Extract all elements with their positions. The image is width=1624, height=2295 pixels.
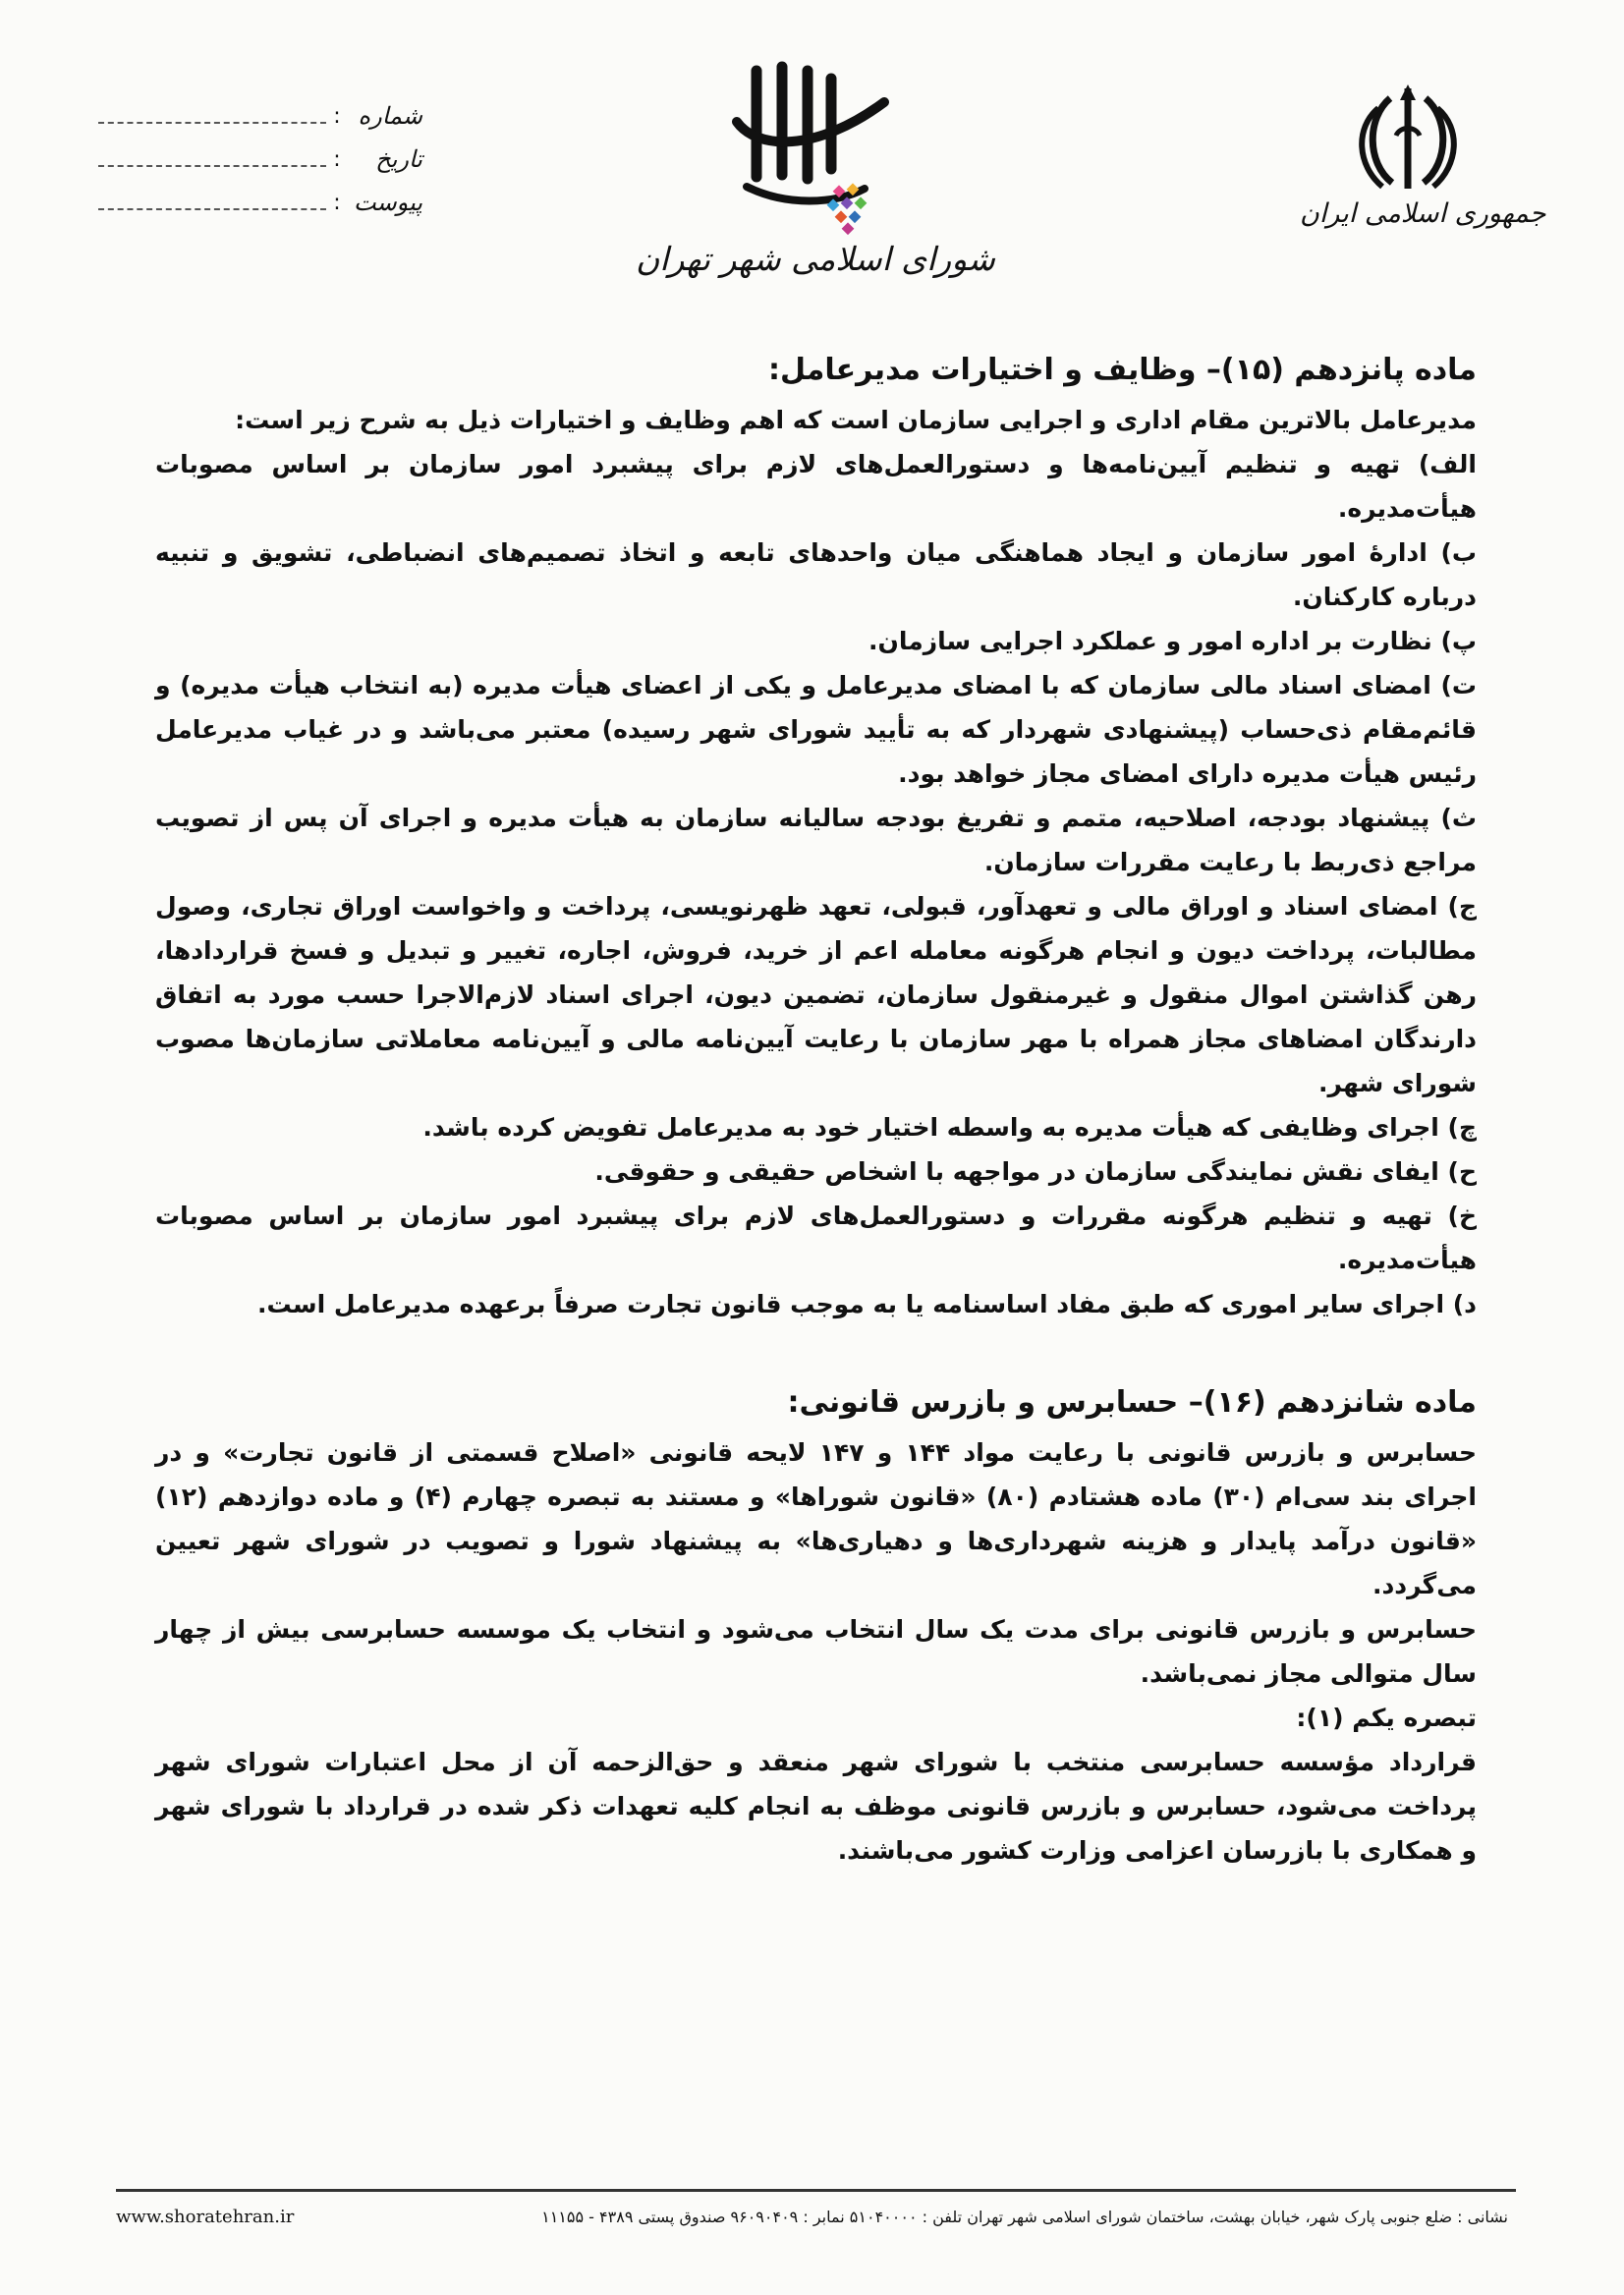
meta-number-label: شماره: [358, 102, 422, 130]
article-15-item: ت) امضای اسناد مالی سازمان که با امضای مدیرعامل و یکی از اعضای هیأت مدیره (به انتخاب هیأت مدیره) و قائم‌مقام ذی‌حساب (پیشنهادی شهردار که به تأیید شورای شهر رسیده) معتبر می‌باشد و در غیاب مدیرعامل رئیس هیأت مدیره دارای امضای مجاز خواهد بود.: [155, 671, 1477, 788]
meta-colon: :: [333, 190, 341, 215]
meta-number-row: [98, 94, 422, 138]
article-15-item: خ) تهیه و تنظیم هرگونه مقررات و دستورالعمل‌های لازم برای پیشبرد امور سازمان بر اساس مصوبات هیأت‌مدیره.: [155, 1202, 1477, 1274]
article-15-item: ج) امضای اسناد و اوراق مالی و تعهدآور، قبولی، تعهد ظهرنویسی، پرداخت و واخواست اوراق تجاری، وصول مطالبات، پرداخت دیون و انجام هرگونه معامله اعم از خرید، فروش، اجاره، تغییر و تبدیل و فسخ قراردادها، رهن گذاشتن اموال منقول و غیرمنقول سازمان، تضمین دیون، اجرای اسناد لازم‌الاجرا حسب مورد به اتفاق دارندگان امضاهای مجاز همراه با مهر سازمان با رعایت آیین‌نامه مالی و آیین‌نامه معاملاتی سازمان‌ها مصوب شورای شهر.: [155, 892, 1477, 1097]
meta-colon: :: [333, 146, 341, 172]
council-name: شورای اسلامی شهر تهران: [636, 240, 995, 278]
article-15-intro: مدیرعامل بالاترین مقام اداری و اجرایی سازمان است که اهم وظایف و اختیارات ذیل به شرح زیر است:: [235, 406, 1477, 434]
meta-date-line: [98, 165, 326, 167]
emblem-name: جمهوری اسلامی ایران: [1300, 198, 1546, 229]
article-15-item: ح) ایفای نقش نمایندگی سازمان در مواجهه با اشخاص حقیقی و حقوقی.: [594, 1157, 1477, 1186]
article-15-item: پ) نظارت بر اداره امور و عملکرد اجرایی سازمان.: [868, 627, 1477, 655]
footer-divider: [116, 2189, 1516, 2192]
document-body: [155, 349, 1477, 1873]
footer-address: نشانی : ضلع جنوبی پارک شهر، خیابان بهشت، ساختمان شورای اسلامی شهر تهران تلفن : ۵۱۰۴۰۰۰۰ نمابر : ۹۶۰۹۰۴۰۹ صندوق پستی ۴۳۸۹ - ۱۱۱۵۵: [541, 2208, 1508, 2226]
article-16-title: ماده شانزدهم (۱۶)– حسابرس و بازرس قانونی:: [787, 1385, 1477, 1420]
meta-attachment-line: [98, 208, 326, 210]
document-meta: [98, 94, 422, 224]
article-15-title: ماده پانزدهم (۱۵)– وظایف و اختیارات مدیرعامل:: [768, 353, 1477, 387]
article-15-item: چ) اجرای وظایفی که هیأت مدیره به واسطه اختیار خود به مدیرعامل تفویض کرده باشد.: [422, 1113, 1477, 1142]
article-15-item: ب) ادارهٔ امور سازمان و ایجاد هماهنگی میان واحدهای تابعه و اتخاذ تصمیم‌های انضباطی، تشویق و تنبیه درباره کارکنان.: [155, 538, 1477, 611]
article-15-item: الف) تهیه و تنظیم آیین‌نامه‌ها و دستورالعمل‌های لازم برای پیشبرد امور سازمان بر اساس مصوبات هیأت‌مدیره.: [155, 450, 1477, 523]
meta-date-label: تاریخ: [375, 145, 422, 173]
meta-date-row: [98, 138, 422, 181]
meta-attachment-row: [98, 181, 422, 224]
article-16-paragraph: حسابرس و بازرس قانونی برای مدت یک سال انتخاب می‌شود و انتخاب یک موسسه حسابرسی بیش از چهار سال متوالی مجاز نمی‌باشد.: [155, 1615, 1477, 1688]
footer-website: www.shoratehran.ir: [116, 2207, 295, 2227]
iran-emblem-icon: [1349, 79, 1467, 196]
iran-emblem: [1300, 79, 1546, 229]
article-15-item: ث) پیشنهاد بودجه، اصلاحیه، متمم و تفریغ بودجه سالیانه سازمان به هیأت مدیره و اجرای آن پس از تصویب مراجع ذی‌ربط با رعایت مقررات سازمان.: [155, 804, 1477, 876]
footer: [116, 2207, 1508, 2227]
article-16-paragraph: حسابرس و بازرس قانونی با رعایت مواد ۱۴۴ و ۱۴۷ لایحه قانونی «اصلاح قسمتی از قانون تجارت» و در اجرای بند سی‌ام (۳۰) ماده هشتادم (۸۰) «قانون شوراها» و مستند به تبصره چهارم (۴) و ماده دوازدهم (۱۲) «قانون درآمد پایدار و هزینه شهرداری‌ها و دهیاری‌ها» به پیشنهاد شورا و تصویب در شورای شهر تعیین می‌گردد.: [155, 1438, 1477, 1599]
article-15-item: د) اجرای سایر اموری که طبق مفاد اساسنامه یا به موجب قانون تجارت صرفاً برعهده مدیرعامل است.: [257, 1290, 1477, 1318]
section-gap: [155, 1326, 1477, 1381]
note-1-title: تبصره یکم (۱):: [1296, 1704, 1477, 1732]
meta-number-line: [98, 122, 326, 124]
meta-attachment-label: پیوست: [354, 189, 422, 216]
note-1-text: قرارداد مؤسسه حسابرسی منتخب با شورای شهر منعقد و حق‌الزحمه آن از محل اعتبارات شورای شهر پرداخت می‌شود، حسابرس و بازرس قانونی موظف به انجام کلیه تعهدات ذکر شده در قرارداد با شورای شهر و همکاری با بازرسان اعزامی وزارت کشور می‌باشند.: [155, 1748, 1477, 1865]
meta-colon: :: [333, 103, 341, 129]
council-logo: [629, 59, 1002, 278]
council-logo-icon: [717, 59, 914, 236]
